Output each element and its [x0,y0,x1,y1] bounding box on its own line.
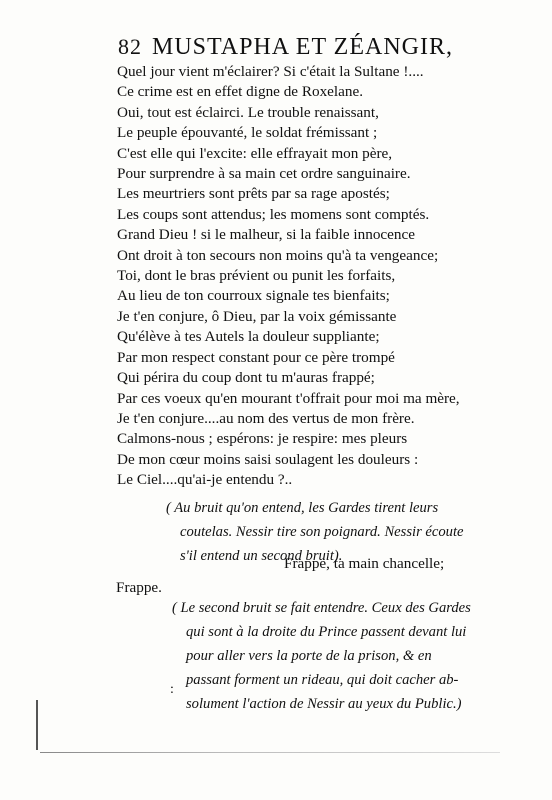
stage-direction-line: s'il entend un second bruit). [180,548,343,564]
verse-line: Les meurtriers sont prêts par sa rage apostés; [117,185,390,203]
verse-line: Qui périra du coup dont tu m'auras frappé; [117,369,375,387]
page-spine-shadow [36,700,38,750]
verse-line: Les coups sont attendus; les momens sont comptés. [117,205,430,223]
verse-line: Qu'élève à tes Autels la douleur suppliante; [117,328,380,346]
verse-line: Le peuple épouvanté, le soldat frémissant ; [117,124,378,142]
stage-direction-line: ( Au bruit qu'on entend, les Gardes tirent leurs [166,500,439,516]
stage-direction-line: coutelas. Nessir tire son poignard. Nessir écoute [180,524,464,540]
verse-line: Oui, tout est éclairci. Le trouble renaissant, [117,103,379,121]
running-title: MUSTAPHA ET ZÉANGIR, [152,34,453,60]
stage-direction-line: pour aller vers la porte de la prison, & en [186,648,432,664]
verse-line: Ce crime est en effet digne de Roxelane. [117,83,363,101]
verse-line: Pour surprendre à sa main cet ordre sanguinaire. [117,165,411,183]
verse-line: Grand Dieu ! si le malheur, si la faible innocence [117,226,415,244]
stage-direction-line: qui sont à la droite du Prince passent devant lui [186,624,467,640]
stage-direction-line: ( Le second bruit se fait entendre. Ceux des Gardes [172,600,471,616]
verse-line: De mon cœur moins saisi soulagent les douleurs : [117,450,419,468]
verse-line: C'est elle qui l'excite: elle effrayait mon père, [117,144,393,162]
page-number: 82 [118,34,142,59]
stage-direction-second-noise [172,596,482,716]
verse-line: Je t'en conjure, ô Dieu, par la voix gémissante [117,307,397,325]
verse-line: Ont droit à ton secours non moins qu'à ta vengeance; [117,246,439,264]
verse-line: Toi, dont le bras prévient ou punit les forfaits, [117,267,396,285]
margin-colon-mark: : [170,682,174,697]
bottom-edge-shadow [40,752,500,753]
verse-line: Au lieu de ton courroux signale tes bienfaits; [117,287,390,305]
verse-line: Par mon respect constant pour ce père trompé [117,348,395,366]
verse-line-frappe: Frappe. [116,579,162,596]
verse-block [117,62,537,491]
verse-line: Le Ciel....qu'ai-je entendu ?.. [117,471,293,489]
running-header [118,34,538,64]
stage-direction-line: solument l'action de Nessir au yeux du Public.) [186,696,462,712]
verse-line: Quel jour vient m'éclairer? Si c'était la Sultane !.... [117,63,424,80]
verse-line-frappe-ta-main: Frappe, ta main chancelle; [284,555,445,572]
verse-line: Par ces voeux qu'en mourant t'offrait pour moi ma mère, [117,389,460,407]
verse-line: Je t'en conjure....au nom des vertus de mon frère. [117,409,415,427]
stage-direction-line: passant forment un rideau, qui doit cacher ab- [186,672,459,688]
verse-line: Calmons-nous ; espérons: je respire: mes pleurs [117,430,408,448]
